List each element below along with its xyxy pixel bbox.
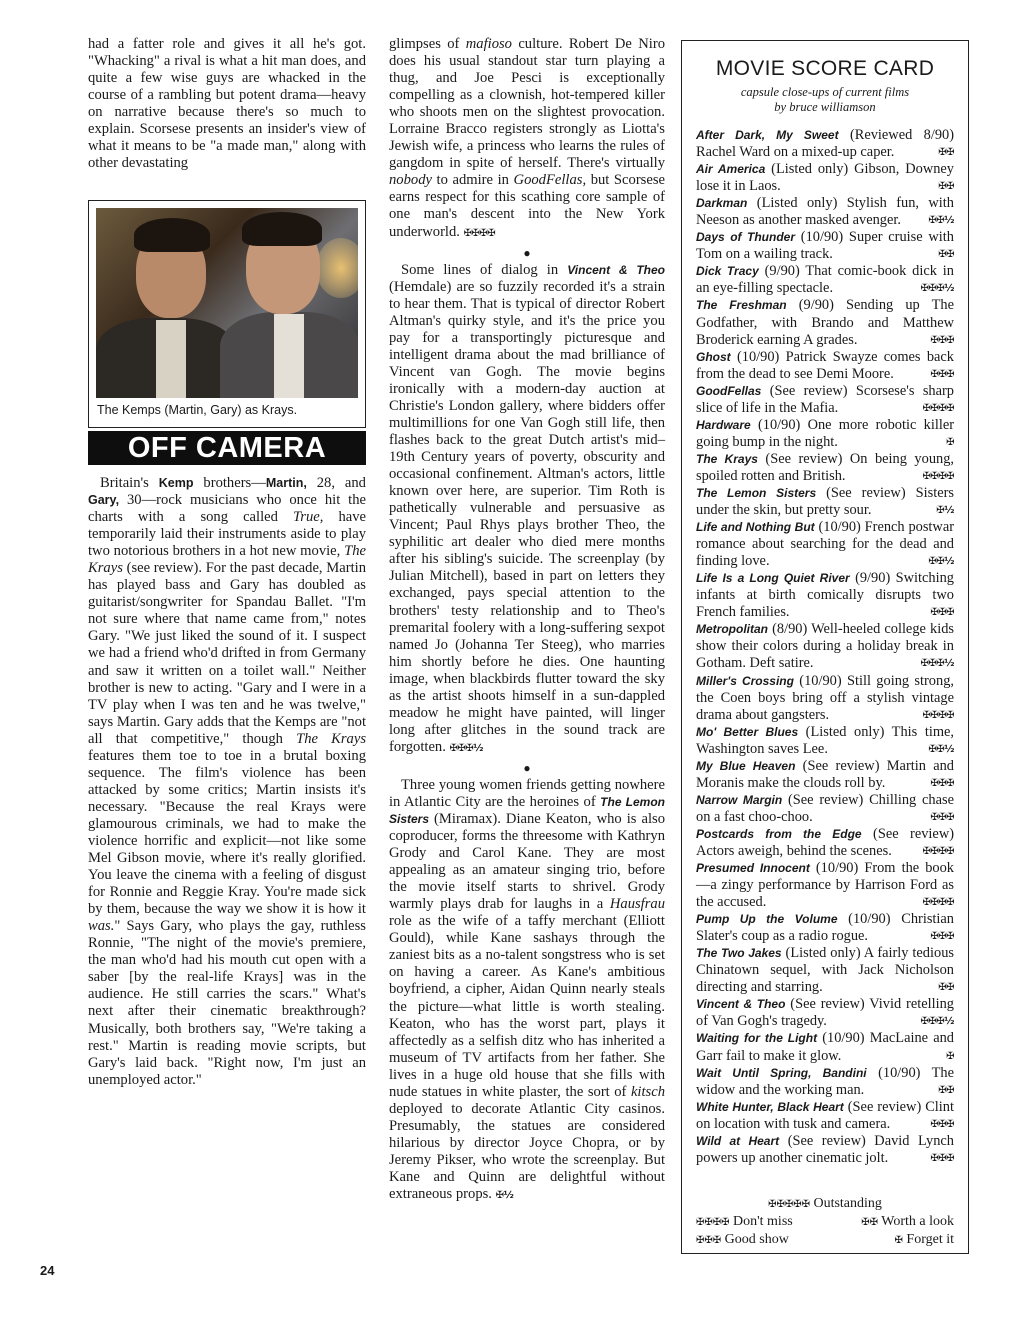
legend-dont-miss: ✠✠✠✠ Don't miss [696,1214,793,1229]
entry-rating: ✠✠ [938,982,954,994]
entry-rating: ✠✠½ [928,743,954,755]
entry-text: (10/90) MacLaine and Garr fail to make it glow. [696,1030,954,1064]
score-card-entry [696,161,954,195]
entry-rating: ✠✠✠✠ [922,402,954,414]
entry-rating: ✠✠✠ [930,1118,954,1130]
score-card-entry [696,1030,954,1064]
separator-bullet: ● [523,245,531,260]
entry-text: (10/90) Still going strong, the Coen boys bring off a stylish vintage drama about gangsters. [696,672,954,723]
entry-title: The Lemon Sisters [696,485,817,500]
entry-title: Hardware [696,417,751,432]
score-card-entry [696,485,954,519]
entry-title: Waiting for the Light [696,1031,818,1046]
entry-rating: ✠✠ [938,147,954,159]
goodfellas-review-continued: glimpses of mafioso culture. Robert De Niro does his usual standout star turn playing a thug, and Joe Pesci is exceptionally compelling as a clownish, hot-tempered killer who shoots men on the slightest provocation. Lorraine Bracco registers strongly as Liotta's Jewish wife, a princess who learns the rules of gangdom in spite of herself. There's virtually nobody to admire in GoodFellas, but Scorsese earns respect for this scathing core sample of one man's descent into the New York underworld. ✠✠✠✠ [389,36,665,240]
entry-title: Ghost [696,349,731,364]
kemp-brothers-photo [96,208,358,398]
entry-text: (See review) Actors aweigh, behind the scenes. [696,825,955,859]
entry-title: Days of Thunder [696,230,796,245]
goodfellas-review-end [88,36,366,172]
entry-rating: ✠✠½ [928,215,954,227]
column1-top-text: had a fatter role and gives it all he's got. "Whacking" a rival is what a hit man does, and quite a few wise guys are whacked in the course of a rambling but potent drama—heavy on narrative because there's so much to explain. Scorsese presents an insider's view of what it means to be "a made man," along with other devastating [88,36,366,172]
entry-rating: ✠✠ [938,181,954,193]
entry-text: (Reviewed 8/90) Rachel Ward on a mixed-up caper. [696,127,955,161]
score-card-entry [696,297,954,348]
goodfellas-rating: ✠✠✠✠ [463,227,496,239]
score-card-entries [696,127,954,1167]
entry-title: Miller's Crossing [696,673,794,688]
entry-rating: ✠✠✠½ [920,1016,954,1028]
entry-rating: ✠✠✠✠ [922,845,954,857]
entry-text: (10/90) Super cruise with Tom on a wailing track. [696,229,954,263]
entry-title: Presumed Innocent [696,861,810,876]
entry-rating: ✠✠✠ [930,368,954,380]
legend-worth-a-look: ✠✠ Worth a look [861,1214,954,1229]
score-card-entry [696,519,954,570]
entry-rating: ✠✠✠✠ [922,709,954,721]
entry-rating: ✠✠✠ [930,1152,954,1164]
legend-forget-it: ✠ Forget it [894,1232,954,1247]
entry-text: (10/90) The widow and the working man. [696,1064,954,1098]
score-card-entry [696,1133,954,1167]
separator-bullet: ● [523,760,531,775]
entry-text: (See review) Clint on location with tusk and camera. [696,1098,954,1132]
entry-title: The Two Jakes [696,946,782,961]
score-card-entry [696,996,954,1030]
entry-rating: ✠✠✠ [930,334,954,346]
entry-rating: ✠ [946,436,954,448]
entry-rating: ✠✠ [938,249,954,261]
entry-text: (Listed only) Stylish fun, with Neeson as another masked avenger. [696,195,954,229]
score-card-entry [696,758,954,792]
lemon-sisters-review: Three young women friends getting nowhere in Atlantic City are the heroines of The Lemon Sisters (Miramax). Diane Keaton, who is also coproducer, forms the threesome with Kathryn Grody and Carol Kane. They are most appealing as an amateur singing trio, before the movie itself starts to shrivel. Grody warmly plays drab for laughs in a Hausfrau role as the wife of a taffy merchant (Elliott Gould), while Kane sashays through the zaniest bits as a no-talent songstress who is set on having a career. As Kane's ambitious boyfriend, a cipher, Aidan Quinn nearly steals the picture—what little is worth stealing. Keaton, who has the worst part, plays it affectedly as a selfish ditz who has inherited a museum of TV artifacts from her father. She lives in a huge old house that she fills with nude statues in white plaster, the sort of kitsch deployed to decorate Atlantic City casinos. Presumably, the statues are considered hilarious by director Joyce Chopra, or by Jeremy Pikser, who wrote the screenplay. But Kane and Quinn are delightful without extraneous props. ✠½ [389,776,665,1203]
entry-title: Dick Tracy [696,264,759,279]
off-camera-article [88,475,366,1089]
entry-rating: ✠✠✠✠ [922,470,954,482]
legend-outstanding: ✠✠✠✠✠ Outstanding [768,1196,882,1211]
entry-text: (10/90) Christian Slater's coup as a radio rogue. [696,911,954,945]
entry-text: (10/90) One more robotic killer going bump in the night. [696,416,954,450]
entry-rating: ✠✠✠ [930,811,954,823]
entry-text: (Listed only) Gibson, Downey lose it in Laos. [696,161,954,195]
score-card-entry [696,621,954,672]
entry-title: Mo' Better Blues [696,724,799,739]
entry-text: (9/90) Switching infants at birth comically disrupts two French families. [696,570,954,621]
reviews-column [389,36,665,1204]
entry-text: (10/90) Patrick Swayze comes back from the dead to see Demi Moore. [696,348,954,382]
entry-rating: ✠✠✠½ [920,283,954,295]
score-card-entry [696,349,954,383]
entry-title: Narrow Margin [696,792,783,807]
entry-text: (10/90) French postwar romance about searching for the dead and finding love. [696,519,954,570]
score-card-entry [696,451,954,485]
score-card-entry [696,383,954,417]
score-card-entry [696,792,954,826]
movie-score-card [681,40,969,1254]
entry-rating: ✠✠✠½ [920,658,954,670]
entry-title: GoodFellas [696,383,762,398]
score-card-entry [696,673,954,724]
entry-rating: ✠✠✠ [930,777,954,789]
entry-title: After Dark, My Sweet [696,128,839,142]
score-card-entry [696,1065,954,1099]
entry-title: Pump Up the Volume [696,912,838,927]
entry-rating: ✠✠✠✠ [922,897,954,909]
entry-text: (See review) David Lynch powers up another cinematic jolt. [696,1132,954,1166]
entry-rating: ✠✠ [938,1084,954,1096]
vincent-rating: ✠✠✠½ [449,742,484,754]
entry-text: (10/90) From the book—a zingy performance by Harrison Ford as the accused. [696,860,954,911]
score-card-entry [696,911,954,945]
legend-good-show: ✠✠✠ Good show [696,1232,789,1247]
entry-title: Darkman [696,196,748,211]
page-number: 24 [40,1263,55,1278]
score-card-entry [696,195,954,229]
entry-rating: ✠ [946,1050,954,1062]
vincent-theo-review: Some lines of dialog in Vincent & Theo (Hemdale) are so fuzzily recorded it's a strain to hear them. That is typical of director Robert Altman's quirky style, and it's the price you pay for a transportingly picturesque and intelligent drama about the mad brilliance of Vincent van Gogh. The movie begins ironically with a modern-day auction at Christie's London gallery, where bidders offer multimillions for one Van Gogh still life, then flashes back to the great Dutch artist's mid–19th Century years of poverty, obscurity and occasional confinement. Altman's actors, little known over here, are superior. Tim Roth is pathetically vulnerable and persuasive as Vincent; Paul Rhys plays brother Theo, the syphilitic art dealer who died mere months after his sibling's suicide. The screenplay (by Julian Mitchell), based in part on letters they exchanged, pays special attention to the brothers' testy relationship and to Theo's premarital foolery with a long-suffering sexpot named Jo (Johanna Ter Steeg), who marries him shortly before he dies. One haunting image, when blackbirds flutter toward the sky as the artist shoots himself in a sun-dappled meadow he might have painted, will linger long after glitches in the sound track are forgotten. ✠✠✠½ [389,261,665,755]
score-card-entry [696,127,954,161]
entry-title: The Krays [696,451,758,466]
entry-title: Life and Nothing But [696,520,815,535]
off-camera-text: Britain's Kemp brothers—Martin, 28, and Gary, 30—rock musicians who once hit the charts with a song called True, have temporarily laid their instruments aside to play two notorious brothers in a hot new movie, The Krays (see review). For the past decade, Martin has played bass and Gary has doubled as guitarist/songwriter for Spandau Ballet. "I'm not sure where that name came from," notes Gary. "We just liked the sound of it. I suspect we had a friend who'd drifted in from Germany and saw it written on a toilet wall." Neither brother is new to acting. "Gary and I were in a TV play when I was ten and he was twelve," says Martin. Gary adds that the Kemps are "not all that competitive," though The Krays features them toe to toe in a brutal boxing sequence. The film's violence has been attacked by some critics; Martin insists it's necessary. "Because the real Krays were glamourous criminals, we had to make the violence horrific and explicit—not like some Mel Gibson movie, where it's really glorified. You leave the cinema with a feeling of disgust for Ronnie and Reggie Kray. You're made sick by them, because the way we show it is how it was." Says Gary, who plays the gay, ruthless Ronnie, "The night of the movie's premiere, the man who'd had his mouth cut open with a saber [by the real-life Krays] was in the audience. He still carries the scars." What's next after their cinematic breakthrough? Musically, both brothers say, "We're taking a rest." Martin is reading movie scripts, but Gary's laid back. "Right now, I'm just an unemployed actor." [88,475,366,1088]
entry-text: (9/90) That comic-book dick in an eye-filling spectacle. [696,263,954,297]
score-card-subtitle: capsule close-ups of current films by bruce williamson [740,85,910,114]
entry-title: White Hunter, Black Heart [696,1099,844,1114]
entry-text: (See review) Vivid retelling of Van Gogh's tragedy. [696,996,954,1030]
entry-text: (8/90) Well-heeled college kids show their colors during a holiday break in Gotham. Deft satire. [696,621,954,672]
score-card-entry [696,945,954,996]
score-card-entry [696,229,954,263]
score-card-entry [696,724,954,758]
entry-text: (See review) On being young, spoiled rotten and British. [696,450,954,484]
entry-title: Metropolitan [696,622,768,637]
off-camera-header: OFF CAMERA [88,431,366,465]
entry-title: Life Is a Long Quiet River [696,571,850,586]
score-card-entry [696,263,954,297]
photo-box [88,200,366,428]
entry-title: The Freshman [696,298,787,313]
score-card-entry [696,1099,954,1133]
lemon-rating: ✠½ [495,1190,514,1202]
score-card-entry [696,860,954,911]
entry-rating: ✠✠✠ [930,607,954,619]
entry-text: (See review) Martin and Moranis make the clouds roll by. [696,757,954,791]
entry-rating: ✠✠✠ [930,931,954,943]
entry-text: (9/90) Sending up The Godfather, with Brando and Matthew Broderick earning A grades. [696,297,954,348]
entry-title: Wait Until Spring, Bandini [696,1065,867,1080]
photo-caption: The Kemps (Martin, Gary) as Krays. [97,403,298,417]
score-card-entry [696,417,954,451]
score-card-title: MOVIE SCORE CARD [715,57,935,80]
entry-title: Wild at Heart [696,1133,780,1148]
entry-text: (See review) Chilling chase on a fast choo-choo. [696,791,954,825]
entry-text: (See review) Sisters under the skin, but pretty sour. [696,484,954,519]
entry-text: (See review) Scorsese's sharp slice of life in the Mafia. [696,382,954,416]
score-card-entry [696,570,954,621]
entry-text: (Listed only) This time, Washington saves Lee. [696,723,954,757]
entry-title: Vincent & Theo [696,997,786,1012]
score-card-legend [696,1195,954,1249]
entry-rating: ✠½ [936,505,954,517]
entry-title: My Blue Heaven [696,758,796,773]
entry-title: Air America [696,162,766,177]
entry-rating: ✠✠½ [928,556,954,568]
score-card-entry [696,826,954,860]
entry-title: Postcards from the Edge [696,826,862,841]
entry-text: (Listed only) A fairly tedious Chinatown sequel, with Jack Nicholson directing and starring. [696,945,954,996]
